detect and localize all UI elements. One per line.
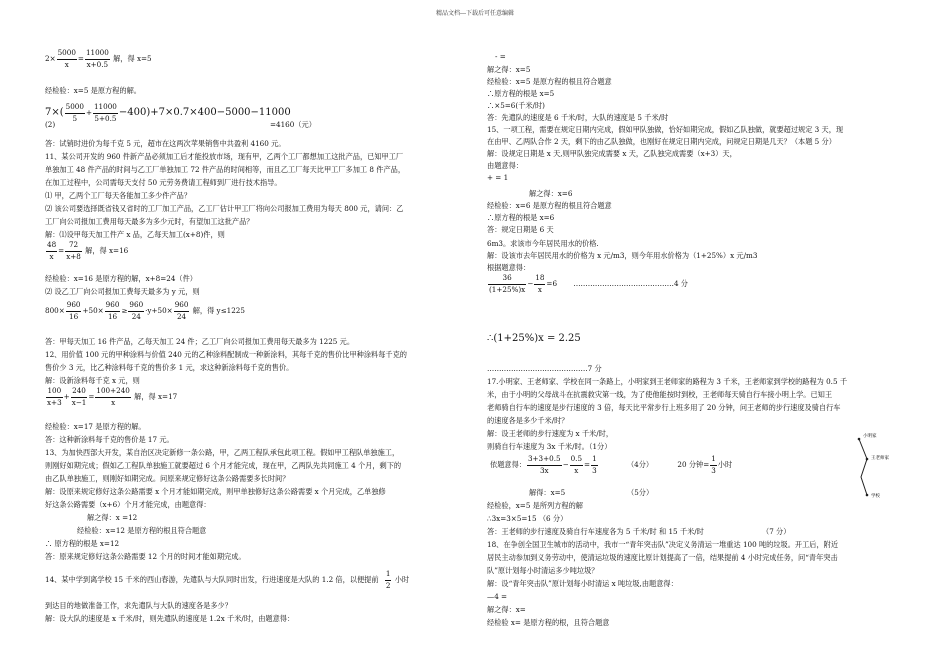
equation-line	[45, 569, 409, 591]
text: =	[584, 460, 591, 469]
equation-line	[45, 386, 177, 408]
text-line: ⑴ 甲，乙两个工厂每天各能加工多少件产品？	[45, 191, 192, 200]
text-line: 18、在争创全国卫生城市的活动中，我市一“青年突击队”决定义务清运一堆重达 100 吨的垃圾。开工后，附近	[487, 540, 839, 549]
equation-line	[45, 48, 152, 70]
text-line: 13、为加快西部大开发，某自治区决定新修一条公路，甲，乙两工程队承包此项工程。假如甲工程队单独施工，	[45, 448, 400, 457]
text-line: ∴原方程的根是 x=6	[487, 213, 555, 222]
page-header: 精品文档---下载后可任意编辑	[435, 10, 515, 17]
text: =	[77, 54, 84, 63]
text: ·y+50×	[145, 306, 173, 315]
text-line: 解：设规定日期是 x 天,则甲队独完成需要 x 天，乙队独完成需要（x+3）天，	[487, 149, 737, 158]
text-line: 米，由于小明的父母战斗在抗震救灾第一线，为了使他能按时到校，王老师每天骑自行车接小明上学。已知王	[487, 390, 833, 399]
fraction-num: 100	[46, 386, 63, 398]
text-line: 经检验：x=12 是原方程的根且符合题意	[77, 526, 207, 535]
text: 小时	[394, 575, 410, 584]
text-line: 答：试销时进价为每千克 5 元，超市在这两次苹果销售中共盈利 4160 元。	[45, 139, 286, 148]
text: =4160（元）	[270, 120, 316, 129]
fraction-num: 960	[128, 300, 144, 312]
text-line: 解之得：x =12	[87, 513, 138, 522]
text-line: 答：规定日期是 6 天	[487, 225, 554, 234]
fraction-num: 3+3+0.5	[527, 454, 562, 466]
text-line: 经检验：x=6 是原方程的根且符合题意	[487, 201, 612, 210]
route-point	[866, 458, 869, 461]
fraction-num: 5000	[65, 102, 85, 114]
fraction-den: 2	[385, 580, 391, 590]
fraction-num: 960	[174, 300, 190, 312]
text-line: 解：设原来规定修好这条公路需要 x 个月才能如期完成，则甲单独修好这条公路需要 x 个月完成，乙单独修	[45, 487, 386, 496]
text: −400)+7×0.7×400−5000−11000	[118, 107, 291, 118]
text-line: 工厂向公司报加工费用每天最多为多少元时，有望加工这批产品？	[45, 217, 254, 226]
text: 依题意得：	[490, 460, 526, 469]
equation-line	[490, 454, 732, 476]
text-line: 解之得：x=5	[487, 65, 531, 74]
text-line: 答：先遣队的速度是 6 千米/时，大队的速度是 5 千米/时	[487, 113, 669, 122]
text-line: 答：王老师的步行速度及骑自行车速度各为 5 千米/时 和 15 千米/时	[487, 527, 704, 536]
text-line: 15、一项工程，需要在规定日期内完成，假如甲队独做，恰好如期完成，假如乙队独做，就要超过规定 3 天，现	[487, 125, 844, 134]
text: (2)	[45, 120, 56, 129]
text-line: ∴×5=6(千米/时)	[487, 101, 545, 110]
fraction-den: 16	[69, 311, 79, 321]
text: 14、某中学到离学校 15 千米的西山春游，先遣队与大队同时出发，行进速度是大队的 1.2 倍，以便提前	[45, 575, 379, 584]
fraction-den: (1+25%)x	[489, 284, 526, 294]
fraction-num: 1	[385, 569, 392, 581]
fraction-den: x	[64, 59, 69, 69]
fraction-num: 18	[534, 273, 545, 285]
text: 800×	[45, 306, 65, 315]
fraction-den: 16	[107, 311, 118, 321]
text: ……………………………………4 分	[573, 279, 688, 288]
text-line: 经检验，x=5 是所列方程的解	[487, 501, 583, 510]
text-line: ∴(1+25%)x = 2.25	[487, 333, 581, 344]
text-line: 售价少 3 元，比乙种涂料每千克的售价多 1 元，求这种新涂料每千克的售价。	[45, 363, 294, 372]
text-line: 居民主动参加到义务劳动中，使清运垃圾的速度比原计划提高了一倍，结果提前 4 小时完成任务，问“青年突击	[487, 553, 838, 562]
text-line: 经检验：x=17 是原方程的解。	[45, 422, 146, 431]
fraction-den: x+3	[47, 397, 62, 407]
text-line: 则刚好如期完成；假如乙工程队单独施工就要超过 6 个月才能完成，现在甲，乙两队先共同施工 4 个月，剩下的	[45, 461, 402, 470]
fraction-den: x+0.5	[86, 59, 109, 69]
text: +	[63, 392, 70, 401]
text: =	[58, 246, 65, 255]
text-line: ∴ 原方程的根是 x=12	[45, 539, 120, 548]
fraction-num: 5000	[57, 48, 77, 60]
text-line: 11、某公司开发的 960 件新产品必须加工后才能投放市场，现有甲，乙两个工厂都想加工这批产品，已知甲工厂	[45, 152, 404, 161]
text: 7×(	[45, 107, 64, 118]
text: 解，得 x=17	[134, 392, 178, 401]
text-line: 解：⑴设甲每天加工件产 x 品，乙每天加工(x+8)件，则	[45, 230, 225, 239]
text-line: 解：设大队的速度是 x 千米/时，则先遣队的速度是 1.2x 千米/时，由题意得：	[45, 614, 295, 623]
text-line: 解之得：x=6	[529, 189, 573, 198]
text-line: 的速度各是多少千米/时？	[487, 416, 569, 425]
text: 20 分钟=	[677, 460, 710, 469]
fraction-den: 24	[176, 311, 187, 321]
fraction-den: 24	[131, 311, 141, 321]
fraction-den: x−1	[71, 397, 87, 407]
text: =6	[546, 279, 558, 288]
text-line: —4 =	[487, 592, 508, 601]
diagram-label-teacher: 王老师家	[871, 456, 889, 461]
text: +	[85, 108, 92, 117]
text-line: 经检验：x=16 是原方程的解，x+8=24（件）	[45, 274, 197, 283]
fraction-den: x	[574, 465, 579, 475]
equation-line	[45, 240, 128, 262]
fraction-num: 11000	[85, 48, 110, 60]
fraction-den: x	[111, 397, 116, 407]
text-line: ⑵ 设乙工厂向公司报加工费每天最多为 y 元，则	[45, 287, 200, 296]
text-line: 答：原来规定修好这条公路需要 12 个月的时间才能如期完成。	[45, 552, 246, 561]
text-line: 答：甲每天加工 16 件产品，乙每天加工 24 件；乙工厂向公司报加工费用每天最多为 1225 元。	[45, 337, 355, 346]
route-point	[858, 438, 861, 441]
route-diagram	[837, 429, 917, 509]
text-line: 6m3。求该市今年居民用水的价格.	[487, 239, 599, 248]
fraction-num: 36	[488, 273, 526, 285]
fraction-num: 240	[71, 386, 88, 398]
text: =	[88, 392, 95, 401]
fraction-den: 3	[711, 465, 716, 475]
text-line: ∴3x=3×5=15 （6 分）	[487, 514, 568, 523]
text-line: 则骑自行车速度为 3x 千米/时。（1分）	[487, 442, 612, 451]
text-line: （7 分）	[762, 527, 791, 536]
route-point	[866, 494, 869, 497]
fraction-num: 11000	[93, 102, 118, 114]
equation-line	[45, 102, 291, 124]
text: 2×	[45, 54, 56, 63]
text-line: 队”原计划每小时清运多少吨垃圾？	[487, 566, 599, 575]
text-line: 由题意得：	[487, 161, 523, 170]
text: 解，得 x=5	[113, 54, 152, 63]
fraction-den: x+8	[66, 251, 81, 261]
text-line: 12、用价值 100 元的甲种涂料与价值 240 元的乙种涂料配制成一种新涂料，其每千克的售价比甲种涂料每千克的	[45, 350, 407, 359]
text-line: 经检验：x=5 是原方程的根且符合题意	[487, 77, 612, 86]
text-line: 答：这种新涂料每千克的售价是 17 元。	[45, 435, 174, 444]
diagram-label-school: 学校	[871, 494, 880, 499]
text: 解，得 y≤1225	[192, 306, 245, 315]
text-line: 由乙队单独施工，则刚好如期完成。问原来规定修好这条公路需要多长时间？	[45, 474, 290, 483]
fraction-num: 1	[710, 454, 717, 466]
text-line: ∴原方程的根是 x=5	[487, 89, 555, 98]
text-line: 好这条公路需要（x+6）个月才能完成，由题意得：	[45, 500, 211, 509]
text-line: 单独加工 48 件产品的时间与乙工厂单独加工 72 件产品的时间相等，而且乙工厂每天比甲工厂多加工 8 件产品，	[45, 165, 406, 174]
fraction-num: 960	[66, 300, 82, 312]
text: （4分）	[626, 460, 654, 469]
equation-line	[487, 273, 688, 295]
text-line: 老师骑自行车的速度是步行速度的 3 倍，每天比平常步行上班多用了 20 分钟，问王老师的步行速度及骑自行车	[487, 403, 841, 412]
text-line: 解：设该市去年居民用水的价格为 x 元/m3，则今年用水价格为（1+25%）x 元/m3	[487, 251, 758, 260]
text-line: 解：设“青年突击队”原计划每小时清运 x 吨垃圾,由题意得：	[487, 579, 678, 588]
text-line: 在由甲、乙两队合作 2 天，剩下的由乙队独做，也刚好在规定日期内完成，问规定日期是几天？（本题 5 分）	[487, 137, 836, 146]
text-line: 解：设新涂料每千克 x 元，则	[45, 376, 140, 385]
fraction-num: 960	[105, 300, 121, 312]
text-line: - =	[495, 52, 506, 61]
fraction-den: 3	[592, 465, 597, 475]
fraction-den: 3x	[539, 465, 549, 475]
text-line: 经检验：x=5 是原方程的解。	[45, 86, 141, 95]
text-line: 解得：x=5	[529, 488, 566, 497]
text-line: 解：设王老师的步行速度为 x 千米/时，	[487, 429, 614, 438]
route-line	[859, 439, 867, 495]
text-line: （5分）	[627, 488, 654, 497]
text-line: 经检验 x= 是原方程的根，且符合题意	[487, 618, 610, 627]
text-line: 根据题意得：	[487, 263, 531, 272]
fraction-num: 48	[46, 240, 57, 252]
text-line: 解之得：x=	[487, 605, 526, 614]
text: −	[527, 279, 534, 288]
text: −	[562, 460, 569, 469]
fraction-num: 0.5	[570, 454, 583, 466]
diagram-label-xiaoming: 小明家	[863, 434, 877, 439]
text-line: 到达目的地做准备工作，求先遣队与大队的速度各是多少？	[45, 601, 232, 610]
equation-line	[45, 300, 245, 322]
fraction-den: 5	[72, 113, 78, 123]
text: 小时	[717, 460, 733, 469]
text: ≥	[121, 306, 128, 315]
text-line: + = 1	[487, 173, 509, 182]
text: +50×	[82, 306, 104, 315]
fraction-den: x	[537, 284, 542, 294]
fraction-den: 5+0.5	[94, 113, 117, 123]
text-line: ……………………………………7 分	[487, 364, 602, 373]
fraction-num: 72	[65, 240, 82, 252]
fraction-den: x	[49, 251, 54, 261]
text: 解，得 x=16	[85, 246, 129, 255]
text-line: 在加工过程中，公司需每天支付 50 元劳务费请工程师到厂进行技术指导。	[45, 178, 282, 187]
text-line: 17.小明家、王老师家、学校在同一条路上，小明家到王老师家的路程为 3 千米，王老师家到学校的路程为 0.5 千	[487, 377, 848, 386]
fraction-num: 1	[591, 454, 598, 466]
text-line: ⑵ 该公司要选择既省钱又省时的工厂加工产品，乙工厂估计甲工厂将向公司报加工费用为每天 800 元，请问：乙	[45, 204, 404, 213]
fraction-num: 100+240	[95, 386, 130, 398]
